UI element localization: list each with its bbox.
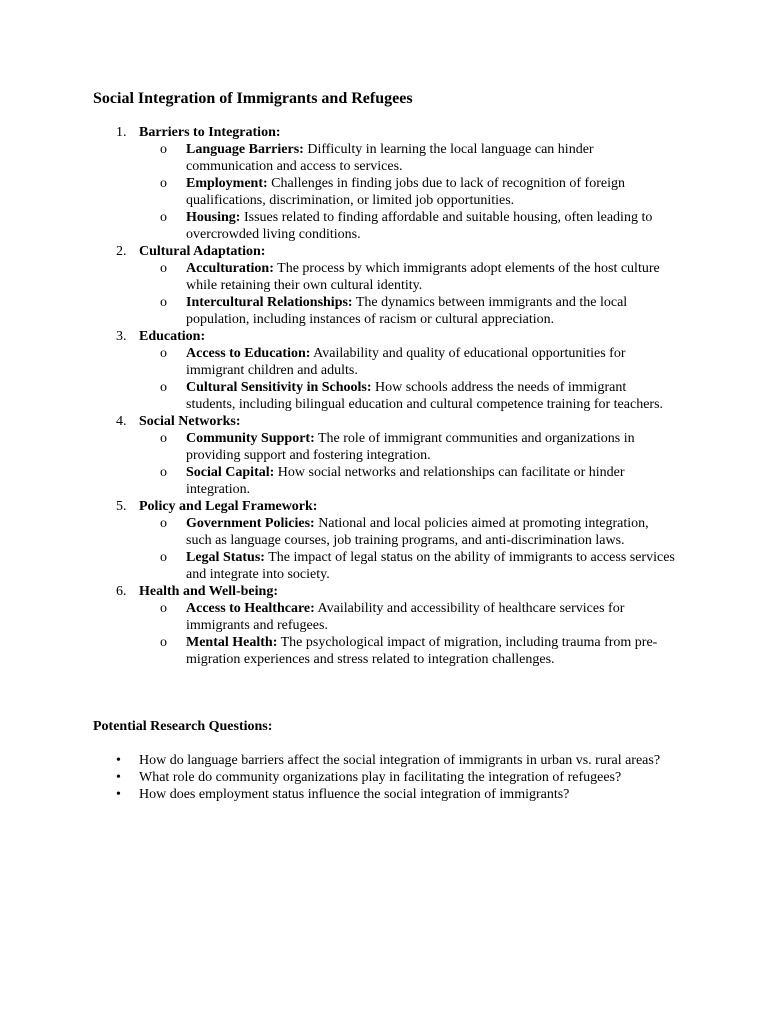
list-item bbox=[0, 515, 768, 549]
section-title: Education: bbox=[139, 329, 206, 344]
circle-bullet-icon: o bbox=[160, 346, 167, 361]
circle-bullet-icon: o bbox=[160, 210, 167, 225]
list-item bbox=[0, 430, 768, 464]
section-number: 6. bbox=[116, 584, 127, 599]
circle-bullet-icon: o bbox=[160, 601, 167, 616]
research-questions-heading: Potential Research Questions: bbox=[93, 719, 273, 734]
list-item-description: The psychological impact of migration, including trauma from pre-migration experiences and stress related to integration challenges. bbox=[186, 635, 658, 667]
list-item-description: Difficulty in learning the local language can hinder communication and access to services. bbox=[186, 142, 594, 174]
list-item-title: Intercultural Relationships: bbox=[186, 295, 353, 310]
list-item bbox=[0, 260, 768, 294]
section-heading bbox=[0, 328, 768, 345]
section-number: 4. bbox=[116, 414, 127, 429]
list-item-text bbox=[186, 345, 676, 379]
circle-bullet-icon: o bbox=[160, 465, 167, 480]
list-item bbox=[0, 209, 768, 243]
list-item-text bbox=[186, 464, 676, 498]
section-4 bbox=[0, 413, 768, 498]
list-item-description: Availability and accessibility of healthcare services for immigrants and refugees. bbox=[186, 601, 625, 633]
circle-bullet-icon: o bbox=[160, 516, 167, 531]
circle-bullet-icon: o bbox=[160, 635, 167, 650]
list-item-title: Access to Education: bbox=[186, 346, 311, 361]
list-item-text bbox=[186, 634, 676, 668]
section-heading bbox=[0, 498, 768, 515]
section-title: Cultural Adaptation: bbox=[139, 244, 266, 259]
list-item-text bbox=[186, 209, 676, 243]
list-item-title: Cultural Sensitivity in Schools: bbox=[186, 380, 372, 395]
research-question bbox=[0, 752, 768, 769]
circle-bullet-icon: o bbox=[160, 295, 167, 310]
section-title: Health and Well-being: bbox=[139, 584, 278, 599]
list-item-description: Availability and quality of educational opportunities for immigrant children and adults. bbox=[186, 346, 626, 378]
section-number: 2. bbox=[116, 244, 127, 259]
list-item-text bbox=[186, 430, 676, 464]
research-question-text: How does employment status influence the social integration of immigrants? bbox=[139, 787, 570, 802]
section-3 bbox=[0, 328, 768, 413]
list-item-title: Community Support: bbox=[186, 431, 315, 446]
list-item bbox=[0, 379, 768, 413]
list-item-text bbox=[186, 379, 676, 413]
circle-bullet-icon: o bbox=[160, 176, 167, 191]
section-6 bbox=[0, 583, 768, 668]
circle-bullet-icon: o bbox=[160, 431, 167, 446]
list-item-description: The dynamics between immigrants and the local population, including instances of racism or cultural appreciation. bbox=[186, 295, 628, 327]
section-1 bbox=[0, 124, 768, 243]
section-heading bbox=[0, 243, 768, 260]
list-item-description: How social networks and relationships can facilitate or hinder integration. bbox=[186, 465, 625, 497]
section-heading bbox=[0, 124, 768, 141]
list-item-text bbox=[186, 175, 676, 209]
list-item-title: Mental Health: bbox=[186, 635, 278, 650]
list-item bbox=[0, 345, 768, 379]
list-item-title: Legal Status: bbox=[186, 550, 265, 565]
list-item-description: The impact of legal status on the ability of immigrants to access services and integrate into society. bbox=[186, 550, 675, 582]
list-item-title: Employment: bbox=[186, 176, 268, 191]
list-item-description: Challenges in finding jobs due to lack of recognition of foreign qualifications, discrimination, or limited job opportunities. bbox=[186, 176, 625, 208]
list-item-title: Acculturation: bbox=[186, 261, 274, 276]
list-item-text bbox=[186, 294, 676, 328]
circle-bullet-icon: o bbox=[160, 261, 167, 276]
list-item-text bbox=[186, 260, 676, 294]
section-heading bbox=[0, 583, 768, 600]
document-title: Social Integration of Immigrants and Refugees bbox=[93, 90, 413, 107]
research-question-text: What role do community organizations play in facilitating the integration of refugees? bbox=[139, 770, 622, 785]
section-title: Social Networks: bbox=[139, 414, 241, 429]
list-item-text bbox=[186, 141, 676, 175]
list-item-description: How schools address the needs of immigrant students, including bilingual education and cultural competence training for teachers. bbox=[186, 380, 664, 412]
topic-list bbox=[0, 124, 768, 668]
list-item bbox=[0, 600, 768, 634]
list-item-description: The process by which immigrants adopt elements of the host culture while retaining their own cultural identity. bbox=[186, 261, 660, 293]
list-item-description: National and local policies aimed at promoting integration, such as language courses, job training programs, and anti-discrimination laws. bbox=[186, 516, 649, 548]
circle-bullet-icon: o bbox=[160, 550, 167, 565]
section-number: 1. bbox=[116, 125, 127, 140]
section-number: 5. bbox=[116, 499, 127, 514]
list-item-text bbox=[186, 515, 676, 549]
section-number: 3. bbox=[116, 329, 127, 344]
section-title: Policy and Legal Framework: bbox=[139, 499, 318, 514]
bullet-icon: • bbox=[116, 770, 121, 785]
circle-bullet-icon: o bbox=[160, 142, 167, 157]
list-item bbox=[0, 634, 768, 668]
list-item bbox=[0, 549, 768, 583]
list-item-text bbox=[186, 600, 676, 634]
section-2 bbox=[0, 243, 768, 328]
list-item bbox=[0, 141, 768, 175]
research-question bbox=[0, 769, 768, 786]
bullet-icon: • bbox=[116, 787, 121, 802]
section-heading bbox=[0, 413, 768, 430]
list-item-description: Issues related to finding affordable and suitable housing, often leading to overcrowded living conditions. bbox=[186, 210, 653, 242]
section-title: Barriers to Integration: bbox=[139, 125, 281, 140]
list-item-description: The role of immigrant communities and organizations in providing support and fostering integration. bbox=[186, 431, 635, 463]
list-item-title: Access to Healthcare: bbox=[186, 601, 315, 616]
list-item-title: Government Policies: bbox=[186, 516, 315, 531]
list-item-title: Social Capital: bbox=[186, 465, 275, 480]
section-5 bbox=[0, 498, 768, 583]
list-item-title: Housing: bbox=[186, 210, 241, 225]
list-item-title: Language Barriers: bbox=[186, 142, 304, 157]
research-question-text: How do language barriers affect the social integration of immigrants in urban vs. rural areas? bbox=[139, 753, 661, 768]
list-item bbox=[0, 464, 768, 498]
list-item-text bbox=[186, 549, 676, 583]
research-question bbox=[0, 786, 768, 803]
research-questions-list bbox=[0, 752, 768, 803]
circle-bullet-icon: o bbox=[160, 380, 167, 395]
list-item bbox=[0, 294, 768, 328]
bullet-icon: • bbox=[116, 753, 121, 768]
list-item bbox=[0, 175, 768, 209]
